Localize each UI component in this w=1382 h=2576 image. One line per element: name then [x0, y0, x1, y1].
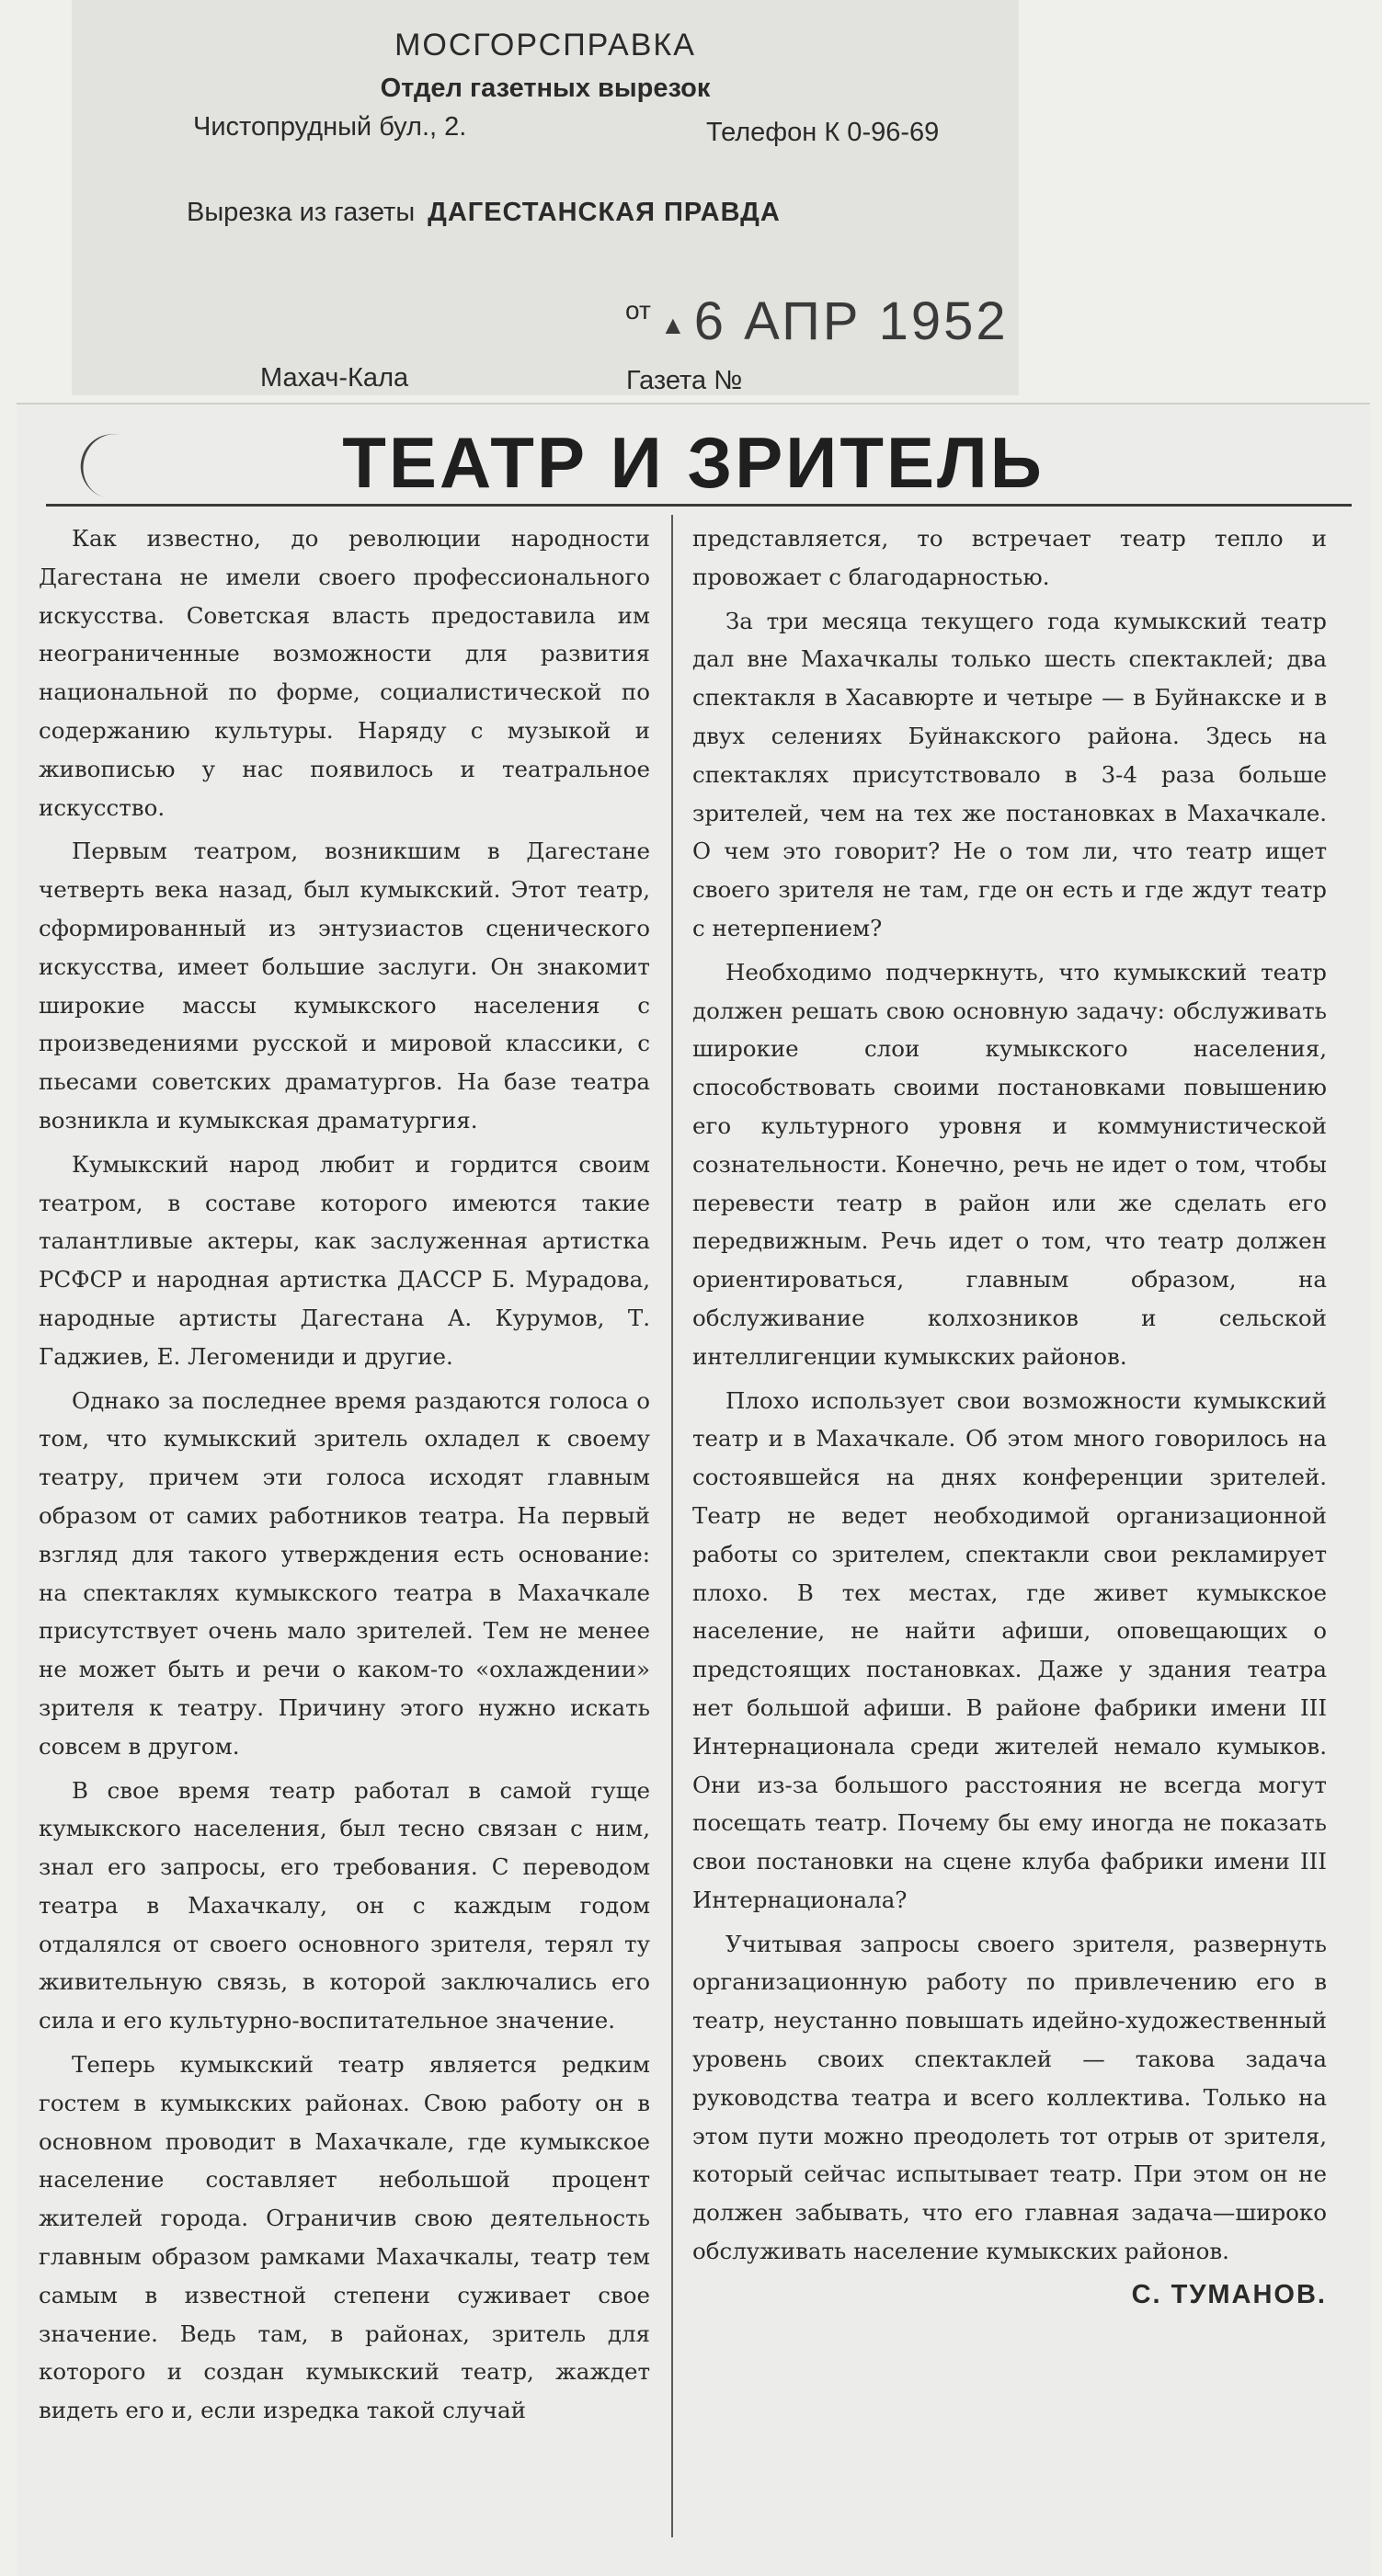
newspaper-clipping — [17, 403, 1370, 2576]
paragraph: Учитывая запросы своего зрителя, развернуть организационную работу по привлечению его в театр, неустанно повышать идейно-художественный уровень своих спектаклей — такова задача руководства театра и всего коллектива. Только на этом пути можно преодолеть тот отрыв от зрителя, который сейчас испытывает театр. При этом он не должен забывать, что его главная задача—широко обслуживать население кумыкских районов. — [692, 1930, 1327, 2265]
date-stamp: ▲ 6 АПР 1952 — [660, 291, 1009, 351]
paragraph: Кумыкский народ любит и гордится своим театром, в составе которого имеются такие талантливые актеры, как заслуженная артистка РСФСР и народная артистка ДАССР Б. Мурадова, народные артисты Дагестана А. Курумов, Т. Гаджиев, Е. Легомениди и другие. — [39, 1150, 650, 1370]
paragraph: Необходимо подчеркнуть, что кумыкский театр должен решать свою основную задачу: обслуживать широкие слои кумыкского населения, способствовать своими постановками повышению его культурного уровня и коммунистической сознательности. Конечно, речь не идет о том, чтобы перевести театр в район или же сделать его передвижным. Речь идет о том, что театр должен ориентироваться, главным образом, на обслуживание колхозников и сельской интеллигенции кумыкских районов. — [692, 958, 1327, 1370]
author-signature: С. ТУМАНОВ. — [1131, 2279, 1327, 2309]
clipping-service-slip — [72, 0, 1019, 395]
left-column — [39, 519, 650, 2435]
date-stamp-text: 6 АПР 1952 — [693, 291, 1009, 351]
paragraph: За три месяца текущего года кумыкский театр дал вне Махачкалы только шесть спектаклей; два спектакля в Хасавюрте и четыре — в Буйнакске и в двух селениях Буйнакского района. Здесь на спектаклях присутствовало в 3-4 раза больше зрителей, чем на тех же постановках в Махачкале. О чем это говорит? Не о том ли, что театр ищет своего зрителя не там, где он есть и где ждут театр с нетерпением? — [692, 607, 1327, 941]
article-title: ТЕАТР И ЗРИТЕЛЬ — [342, 422, 1045, 503]
title-rule — [46, 504, 1352, 507]
paper-number-label: Газета № — [626, 366, 743, 395]
paragraph: Плохо использует свои возможности кумыкский театр и в Махачкале. Об этом много говорилось на состоявшейся на днях конференции зрителей. Театр не ведет необходимой организационной работы со зрителем, спектакли свои рекламирует плохо. В тех местах, где живет кумыкское население, не найти афиши, оповещающих о предстоящих постановках. Даже у здания театра нет большой афиши. В районе фабрики имени III Интернационала среди жителей немало кумыков. Они из-за большого расстояния не всегда могут посещать театр. Почему бы ему иногда не показать свои постановки на сцене клуба фабрики имени III Интернационала? — [692, 1386, 1327, 1913]
cutting-label: Вырезка из газеты — [187, 198, 416, 227]
paragraph: Как известно, до революции народности Дагестана не имели своего профессионального искусства. Советская власть предоставила им неограниченные возможности для развития национальной по форме, социалистической по содержанию культуры. Наряду с музыкой и живописью у нас появилось и театральное искусство. — [39, 525, 650, 821]
organization-name: МОСГОРСПРАВКА — [394, 28, 696, 63]
paragraph: В свое время театр работал в самой гуще кумыкского населения, был тесно связан с ним, знал его запросы, его требования. С переводом театра в Махачкалу, он с каждым годом отдалялся от своего основного зрителя, терял ту живительную связь, в которой заключались его сила и его культурно-воспитательное значение. — [39, 1776, 650, 2035]
department-name: Отдел газетных вырезок — [380, 74, 711, 103]
paragraph: представляется, то встречает театр тепло и провожает с благодарностью. — [692, 525, 1327, 590]
newspaper-name: ДАГЕСТАНСКАЯ ПРАВДА — [428, 198, 781, 227]
right-column — [692, 519, 1327, 2315]
cutting-source — [187, 198, 781, 228]
date-label: от — [625, 296, 651, 325]
address: Чистопрудный бул., 2. — [193, 112, 467, 142]
paragraph: Однако за последнее время раздаются голоса о том, что кумыкский зритель охладел к своему театру, причем эти голоса исходят главным образом от самих работников театра. На первый взгляд для такого утверждения есть основание: на спектаклях кумыкского театра в Махачкале присутствует очень мало зрителей. Тем не менее не может быть и речи о каком-то «охлаждении» зрителя к театру. Причину этого нужно искать совсем в другом. — [39, 1386, 650, 1760]
paragraph: Первым театром, возникшим в Дагестане четверть века назад, был кумыкский. Этот театр, сформированный из энтузиастов сценического искусства, имеет большие заслуги. Он знакомит широкие массы кумыкского населения с произведениями русской и мировой классики, с пьесами советских драматургов. На базе театра возникла и кумыкская драматургия. — [39, 838, 650, 1134]
paragraph: Теперь кумыкский театр является редким гостем в кумыкских районах. Свою работу он в основном проводит в Махачкале, где кумыкское население составляет небольшой процент жителей города. Ограничив свою деятельность главным образом рамками Махачкалы, театр тем самым в известной степени суживает свое значение. Ведь там, в районах, зритель для которого и создан кумыкский театр, жаждет видеть его и, если изредка такой случай — [39, 2051, 650, 2424]
city: Махач-Кала — [260, 363, 409, 393]
phone: Телефон К 0-96-69 — [706, 118, 940, 147]
column-divider — [671, 515, 673, 2537]
